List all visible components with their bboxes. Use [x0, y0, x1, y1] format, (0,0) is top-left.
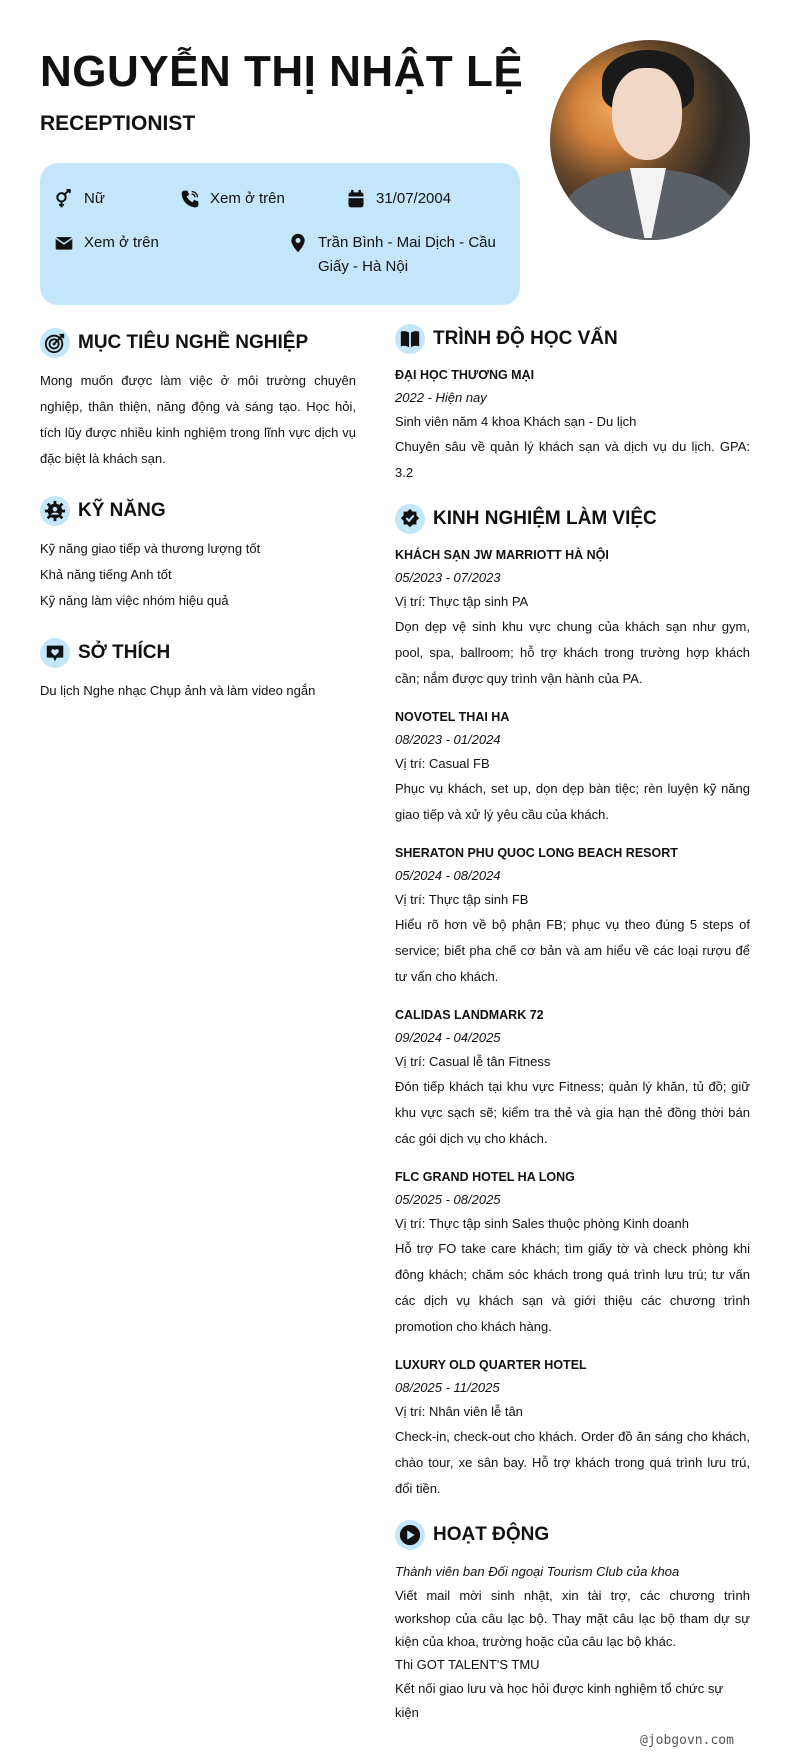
skills-section: [40, 496, 356, 614]
calendar-icon: [346, 189, 366, 209]
experience-company: FLC GRAND HOTEL HA LONG: [395, 1170, 575, 1184]
skills-title: KỸ NĂNG: [78, 500, 166, 521]
skill-item: Kỹ năng giao tiếp và thương lượng tốt: [40, 541, 261, 556]
experience-position: Vị trí: Thực tập sinh Sales thuộc phòng Kinh doanh: [395, 1216, 689, 1231]
experience-desc: Hiểu rõ hơn về bộ phận FB; phục vụ theo đúng 5 steps of service; biết pha chế cơ bản và am hiểu về các loại rượu để tư vấn cho khách.: [395, 917, 750, 984]
education-title: TRÌNH ĐỘ HỌC VẤN: [433, 328, 618, 349]
hobbies-text: Du lịch Nghe nhạc Chụp ảnh và làm video ngắn: [40, 683, 316, 698]
experience-position: Vị trí: Thực tập sinh FB: [395, 892, 529, 907]
activity-event: Thi GOT TALENT'S TMU: [395, 1657, 540, 1672]
activities-title: HOẠT ĐỘNG: [433, 1524, 550, 1545]
phone-value: Xem ở trên: [210, 190, 285, 207]
contact-box: [40, 163, 520, 305]
address-value: Trần Bình - Mai Dịch - Cầu Giấy - Hà Nội: [318, 234, 496, 275]
candidate-role: RECEPTIONIST: [40, 112, 196, 135]
book-icon: [395, 324, 425, 354]
objective-text: Mong muốn được làm việc ở môi trường chuyên nghiệp, thân thiện, năng động và sáng tạo. Học hỏi, tích lũy được nhiều kinh nghiệm trong lĩnh vực dịch vụ đặc biệt là khách sạn.: [40, 373, 356, 466]
birthday-value: 31/07/2004: [376, 190, 452, 207]
skill-item: Kỹ năng làm việc nhóm hiệu quả: [40, 593, 229, 608]
experience-period: 05/2023 - 07/2023: [395, 570, 501, 585]
education-period: 2022 - Hiện nay: [395, 390, 487, 405]
location-pin-icon: [288, 233, 308, 253]
avatar: [550, 40, 750, 240]
experience-item: [395, 544, 750, 692]
play-icon: [395, 1520, 425, 1550]
right-column: [395, 324, 750, 1725]
skill-item: Khả năng tiếng Anh tốt: [40, 567, 172, 582]
phone-icon: [180, 189, 200, 209]
envelope-icon: [54, 233, 74, 253]
heart-chat-icon: [40, 638, 70, 668]
contact-birthday: [346, 187, 451, 211]
experience-period: 05/2025 - 08/2025: [395, 1192, 501, 1207]
experience-item: [395, 1004, 750, 1152]
activities-section: [395, 1520, 750, 1725]
experience-company: KHÁCH SẠN JW MARRIOTT HÀ NỘI: [395, 548, 609, 562]
experience-position: Vị trí: Nhân viên lễ tân: [395, 1404, 523, 1419]
experience-position: Vị trí: Thực tập sinh PA: [395, 594, 529, 609]
experience-period: 05/2024 - 08/2024: [395, 868, 501, 883]
gender-value: Nữ: [84, 190, 105, 207]
activity-desc: Viết mail mời sinh nhật, xin tài trợ, các chương trình workshop của câu lạc bộ. Thay mặt câu lạc bộ tham dự sự kiện của khoa, trường hoặc của câu lạc bộ khác.: [395, 1588, 750, 1649]
education-school: ĐẠI HỌC THƯƠNG MẠI: [395, 368, 535, 382]
gender-icon: [54, 189, 74, 209]
candidate-name: NGUYỄN THỊ NHẬT LỆ: [40, 47, 524, 96]
activity-role: Thành viên ban Đối ngoại Tourism Club của khoa: [395, 1564, 680, 1579]
watermark: @jobgovn.com: [640, 1733, 734, 1748]
experience-desc: Hỗ trợ FO take care khách; tìm giấy tờ và check phòng khi đông khách; chăm sóc khách trong quá trình lưu trú; tư vấn các dịch vụ khách sạn và giới thiệu các chương trình promotion cho khách hàng.: [395, 1241, 750, 1334]
email-value: Xem ở trên: [84, 234, 159, 251]
experience-item: [395, 842, 750, 990]
experience-desc: Phục vụ khách, set up, dọn dẹp bàn tiệc; rèn luyện kỹ năng giao tiếp và xử lý yêu cầu của khách.: [395, 781, 750, 822]
experience-period: 08/2023 - 01/2024: [395, 732, 501, 747]
experience-desc: Check-in, check-out cho khách. Order đồ ăn sáng cho khách, chào tour, xe sân bay. Hỗ trợ khách trong quá trình lưu trú, đổi tiền.: [395, 1429, 750, 1496]
hobbies-title: SỞ THÍCH: [78, 642, 171, 663]
objective-title: MỤC TIÊU NGHỀ NGHIỆP: [78, 332, 309, 353]
experience-company: CALIDAS LANDMARK 72: [395, 1008, 544, 1022]
experience-position: Vị trí: Casual lễ tân Fitness: [395, 1054, 551, 1069]
hobbies-section: [40, 638, 356, 704]
contact-gender: [54, 187, 105, 211]
experience-period: 08/2025 - 11/2025: [395, 1380, 500, 1395]
experience-desc: Đón tiếp khách tại khu vực Fitness; quản lý khăn, tủ đồ; giữ khu vực sạch sẽ; kiểm tra thẻ và gia hạn thẻ đồng thời bán các gói dịch vụ cho khách.: [395, 1079, 750, 1146]
contact-address: [288, 231, 498, 279]
education-line: Chuyên sâu về quản lý khách sạn và dịch vụ du lịch. GPA: 3.2: [395, 439, 750, 480]
experience-period: 09/2024 - 04/2025: [395, 1030, 501, 1045]
experience-item: [395, 706, 750, 828]
experience-item: [395, 1354, 750, 1502]
left-column: [40, 328, 356, 704]
gear-icon: [40, 496, 70, 526]
experience-position: Vị trí: Casual FB: [395, 756, 490, 771]
objective-section: [40, 328, 356, 472]
badge-check-icon: [395, 504, 425, 534]
experience-desc: Dọn dẹp vệ sinh khu vực chung của khách sạn như gym, pool, spa, ballroom; hỗ trợ khách trong trường hợp khách cần; nắm được quy trình vận hành của PA.: [395, 619, 750, 686]
target-icon: [40, 328, 70, 358]
experience-item: [395, 1166, 750, 1340]
education-line: Sinh viên năm 4 khoa Khách sạn - Du lịch: [395, 414, 637, 429]
contact-phone: [180, 187, 285, 211]
experience-company: NOVOTEL THAI HA: [395, 710, 510, 724]
education-section: [395, 324, 750, 486]
experience-company: SHERATON PHU QUOC LONG BEACH RESORT: [395, 846, 678, 860]
activity-event-desc: Kết nối giao lưu và học hỏi được kinh nghiệm tổ chức sự kiện: [395, 1681, 724, 1720]
experience-title: KINH NGHIỆM LÀM VIỆC: [433, 508, 657, 529]
experience-section: [395, 504, 750, 1502]
experience-company: LUXURY OLD QUARTER HOTEL: [395, 1358, 587, 1372]
contact-email: [54, 231, 159, 255]
